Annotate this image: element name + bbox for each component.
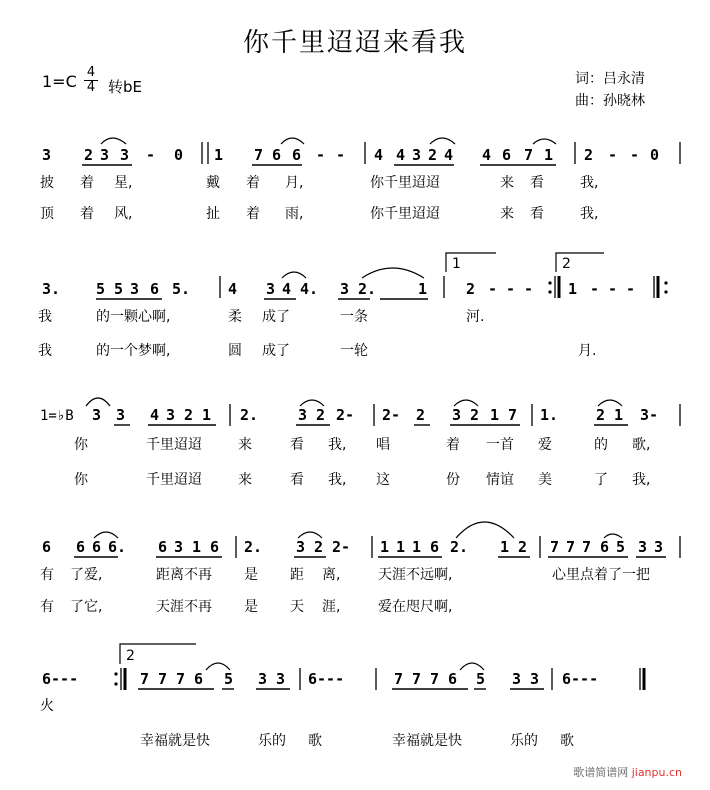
lyric: 扯 bbox=[206, 206, 220, 222]
lyric: 顶 bbox=[40, 206, 54, 222]
lyric: 你千里迢迢 bbox=[370, 206, 440, 222]
note: 2 bbox=[184, 406, 194, 424]
lyric: 我 bbox=[38, 343, 52, 359]
note: 4. bbox=[300, 280, 319, 298]
lyric: 我, bbox=[580, 175, 599, 191]
note: - bbox=[316, 146, 326, 164]
note: 3 bbox=[412, 146, 422, 164]
lyric: 看 bbox=[290, 472, 304, 488]
note: 1 bbox=[192, 538, 202, 556]
note: 2. bbox=[240, 406, 259, 424]
lyric: 这 bbox=[376, 472, 390, 488]
lyric: 风, bbox=[114, 206, 133, 222]
note: 1 bbox=[614, 406, 624, 424]
note: 0 bbox=[650, 146, 660, 164]
key-signature: 1=C bbox=[42, 72, 77, 91]
note: 7 bbox=[566, 538, 576, 556]
lyric: 天涯不远啊, bbox=[378, 567, 453, 583]
note: - bbox=[630, 146, 640, 164]
note: 2 bbox=[314, 538, 324, 556]
lyric: 有 bbox=[40, 567, 54, 583]
note: 1 bbox=[544, 146, 554, 164]
note: 3 bbox=[296, 538, 306, 556]
note: 1 bbox=[412, 538, 422, 556]
note: 2. bbox=[358, 280, 377, 298]
lyric: 看 bbox=[290, 437, 304, 453]
lyric: 着 bbox=[80, 175, 94, 191]
note: 5 bbox=[476, 670, 486, 688]
system-5 bbox=[40, 644, 644, 749]
lyric: 着 bbox=[246, 175, 260, 191]
note: 2 bbox=[518, 538, 528, 556]
note: 1 bbox=[490, 406, 500, 424]
note: 6--- bbox=[42, 670, 79, 688]
lyric: 心里点着了一把 bbox=[552, 567, 650, 583]
note: 3 bbox=[638, 538, 648, 556]
note: 3. bbox=[42, 280, 61, 298]
note: 6 bbox=[92, 538, 102, 556]
note: 6 bbox=[158, 538, 168, 556]
volta-2-label: 2 bbox=[126, 648, 135, 664]
note: 2 bbox=[84, 146, 94, 164]
watermark-site: 歌谱简谱网 bbox=[573, 766, 629, 779]
note: 4 bbox=[444, 146, 454, 164]
note: 1 bbox=[568, 280, 578, 298]
note: 1 bbox=[380, 538, 390, 556]
note: 7 bbox=[430, 670, 440, 688]
note: 6 bbox=[502, 146, 512, 164]
note: 6 bbox=[150, 280, 160, 298]
note: 3 bbox=[298, 406, 308, 424]
lyric: 着 bbox=[446, 437, 460, 453]
note: 6 bbox=[194, 670, 204, 688]
lyric: 情谊 bbox=[486, 472, 514, 488]
lyric: 火 bbox=[40, 698, 54, 714]
note: - bbox=[336, 146, 346, 164]
note: 3 bbox=[92, 406, 102, 424]
lyric: 歌 bbox=[308, 733, 322, 749]
note: 6 bbox=[292, 146, 302, 164]
note: 4 bbox=[282, 280, 292, 298]
note: 3 bbox=[174, 538, 184, 556]
note: 3 bbox=[530, 670, 540, 688]
lyricist-credit: 词：吕永清 bbox=[575, 71, 645, 87]
lyric: 千里迢迢 bbox=[146, 472, 202, 488]
note: 6--- bbox=[562, 670, 599, 688]
lyric: 来 bbox=[500, 206, 514, 222]
lyric: 爱 bbox=[538, 437, 552, 453]
note: 3 bbox=[258, 670, 268, 688]
lyric: 美 bbox=[538, 472, 552, 488]
note: 6 bbox=[210, 538, 220, 556]
note: 2- bbox=[332, 538, 351, 556]
lyric: 一轮 bbox=[340, 343, 368, 359]
note: 7 bbox=[254, 146, 264, 164]
lyric: 河. bbox=[466, 309, 485, 325]
note: - bbox=[608, 280, 618, 298]
lyric: 你 bbox=[74, 437, 88, 453]
lyric: 了它, bbox=[70, 599, 103, 615]
note: 1. bbox=[540, 406, 559, 424]
lyric: 我, bbox=[580, 206, 599, 222]
lyric: 距 bbox=[290, 567, 304, 583]
lyric: 我 bbox=[38, 309, 52, 325]
note: 3 bbox=[266, 280, 276, 298]
note: 2 bbox=[596, 406, 606, 424]
lyric: 是 bbox=[244, 567, 258, 583]
lyric: 歌 bbox=[560, 733, 574, 749]
note: 6 bbox=[272, 146, 282, 164]
lyric: 着 bbox=[246, 206, 260, 222]
note: 3 bbox=[512, 670, 522, 688]
note: 1 bbox=[214, 146, 224, 164]
note: - bbox=[488, 280, 498, 298]
volta-2-label: 2 bbox=[562, 256, 571, 272]
note: - bbox=[506, 280, 516, 298]
note: 2 bbox=[470, 406, 480, 424]
note: 7 bbox=[550, 538, 560, 556]
note: 3 bbox=[116, 406, 126, 424]
note: 5 bbox=[224, 670, 234, 688]
lyric: 离, bbox=[322, 567, 341, 583]
note: 4 bbox=[396, 146, 406, 164]
note: 3 bbox=[276, 670, 286, 688]
note: 3- bbox=[640, 406, 659, 424]
modulation-prefix: 1=♭B bbox=[40, 408, 74, 424]
lyric: 的一个梦啊, bbox=[96, 343, 171, 359]
system-3 bbox=[40, 398, 680, 488]
lyric: 来 bbox=[500, 175, 514, 191]
note: 5 bbox=[616, 538, 626, 556]
lyric: 成了 bbox=[262, 343, 290, 359]
note: 3 bbox=[166, 406, 176, 424]
lyric: 雨, bbox=[285, 206, 304, 222]
lyric: 我, bbox=[328, 437, 347, 453]
lyric: 乐的 bbox=[510, 733, 538, 749]
note: 4 bbox=[374, 146, 384, 164]
note: 5. bbox=[172, 280, 191, 298]
system-1 bbox=[40, 138, 680, 222]
song-title: 你千里迢迢来看我 bbox=[242, 28, 467, 58]
note: - bbox=[608, 146, 618, 164]
lyric: 来 bbox=[238, 437, 252, 453]
note: 4 bbox=[228, 280, 238, 298]
note: 2 bbox=[316, 406, 326, 424]
lyric: 戴 bbox=[206, 175, 220, 191]
lyric: 你千里迢迢 bbox=[370, 175, 440, 191]
lyric: 你 bbox=[74, 472, 88, 488]
lyric: 的一颗心啊, bbox=[96, 309, 171, 325]
time-signature-bottom: 4 bbox=[84, 80, 98, 95]
note: 3 bbox=[120, 146, 130, 164]
note: 2 bbox=[466, 280, 476, 298]
volta-1-label: 1 bbox=[452, 256, 461, 272]
note: 7 bbox=[412, 670, 422, 688]
note: 2 bbox=[416, 406, 426, 424]
note: - bbox=[524, 280, 534, 298]
note: 6 bbox=[448, 670, 458, 688]
note: 3 bbox=[340, 280, 350, 298]
note: 2. bbox=[244, 538, 263, 556]
lyric: 千里迢迢 bbox=[146, 437, 202, 453]
lyric: 我, bbox=[632, 472, 651, 488]
note: 0 bbox=[174, 146, 184, 164]
note: 4 bbox=[150, 406, 160, 424]
note: 1 bbox=[500, 538, 510, 556]
lyric: 看 bbox=[530, 175, 544, 191]
note: 2- bbox=[382, 406, 401, 424]
note: 7 bbox=[508, 406, 518, 424]
note: 5 bbox=[114, 280, 124, 298]
lyric: 成了 bbox=[262, 309, 290, 325]
lyric: 是 bbox=[244, 599, 258, 615]
lyric: 披 bbox=[40, 175, 54, 191]
lyric: 歌, bbox=[632, 437, 651, 453]
lyric: 柔 bbox=[228, 309, 242, 325]
note: 6--- bbox=[308, 670, 345, 688]
note: 2 bbox=[428, 146, 438, 164]
note: 1 bbox=[202, 406, 212, 424]
note: 6 bbox=[430, 538, 440, 556]
lyric: 天 bbox=[290, 599, 304, 615]
note: 6 bbox=[600, 538, 610, 556]
note: 6 bbox=[42, 538, 52, 556]
note: 3 bbox=[452, 406, 462, 424]
note: 7 bbox=[176, 670, 186, 688]
note: 2- bbox=[336, 406, 355, 424]
note: - bbox=[146, 146, 156, 164]
note: 7 bbox=[524, 146, 534, 164]
note: 7 bbox=[394, 670, 404, 688]
lyric: 我, bbox=[328, 472, 347, 488]
lyric: 星, bbox=[114, 175, 133, 191]
lyric: 份 bbox=[446, 472, 460, 488]
lyric: 涯, bbox=[322, 599, 341, 615]
note: 3 bbox=[42, 146, 52, 164]
lyric: 了爱, bbox=[70, 567, 103, 583]
note: - bbox=[626, 280, 636, 298]
modulation-note: 转bE bbox=[108, 78, 142, 96]
note: 3 bbox=[100, 146, 110, 164]
note: 5 bbox=[96, 280, 106, 298]
system-2 bbox=[38, 253, 668, 359]
lyric: 幸福就是快 bbox=[140, 733, 210, 749]
lyric: 看 bbox=[530, 206, 544, 222]
note: 7 bbox=[140, 670, 150, 688]
lyric: 一首 bbox=[486, 437, 514, 453]
lyric: 了 bbox=[594, 472, 608, 488]
system-4 bbox=[40, 522, 680, 615]
lyric: 来 bbox=[238, 472, 252, 488]
note: 4 bbox=[482, 146, 492, 164]
lyric: 圆 bbox=[228, 343, 242, 359]
note: 1 bbox=[396, 538, 406, 556]
lyric: 的 bbox=[594, 437, 608, 453]
note: 2. bbox=[450, 538, 469, 556]
note: 6. bbox=[108, 538, 127, 556]
lyric: 着 bbox=[80, 206, 94, 222]
note: 3 bbox=[654, 538, 664, 556]
time-signature-top: 4 bbox=[86, 65, 96, 80]
note: 6 bbox=[76, 538, 86, 556]
lyric: 有 bbox=[40, 599, 54, 615]
lyric: 天涯不再 bbox=[156, 599, 212, 615]
note: 7 bbox=[582, 538, 592, 556]
note: 3 bbox=[130, 280, 140, 298]
note: 1 bbox=[418, 280, 428, 298]
lyric: 距离不再 bbox=[156, 567, 212, 583]
lyric: 一条 bbox=[340, 309, 368, 325]
lyric: 月, bbox=[285, 175, 304, 191]
note: - bbox=[590, 280, 600, 298]
note: 7 bbox=[158, 670, 168, 688]
lyric: 乐的 bbox=[258, 733, 286, 749]
note: 2 bbox=[584, 146, 594, 164]
lyric: 唱 bbox=[376, 437, 390, 453]
composer-credit: 曲：孙晓林 bbox=[575, 93, 645, 109]
lyric: 月. bbox=[578, 343, 597, 359]
watermark-domain: jianpu.cn bbox=[631, 766, 682, 779]
lyric: 幸福就是快 bbox=[392, 733, 462, 749]
lyric: 爱在咫尺啊, bbox=[378, 599, 453, 615]
watermark bbox=[573, 764, 682, 780]
